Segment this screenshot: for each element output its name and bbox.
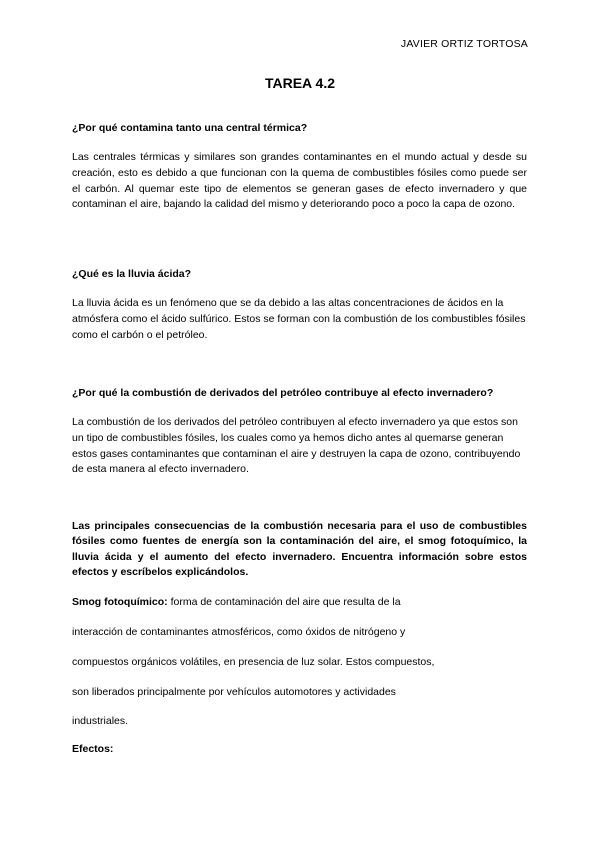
smog-text-1: forma de contaminación del aire que resulta de la xyxy=(167,596,401,608)
question-1: ¿Por qué contamina tanto una central térmica? xyxy=(72,122,308,134)
question-2: ¿Qué es la lluvia ácida? xyxy=(72,268,192,280)
page-title: TAREA 4.2 xyxy=(264,75,335,91)
answer-3: La combustión de los derivados del petróleo contribuyen al efecto invernadero ya que estos son un tipo de combustibles fósiles, los cuales como ya hemos dicho antes al quemarse generan estos gases contaminantes que contaminan el aire y destruyen la capa de ozono, contribuyendo de esta manera al efecto invernadero. xyxy=(72,416,521,476)
smog-line-2: interacción de contaminantes atmosféricos, como óxidos de nitrógeno y xyxy=(72,626,406,638)
answer-2: La lluvia ácida es un fenómeno que se da debido a las altas concentraciones de ácidos en la atmósfera como el ácido sulfúrico. Estos se forman con la combustión de los combustibles fósiles como el carbón o el petróleo. xyxy=(72,297,526,341)
smog-line-1 xyxy=(72,596,527,608)
smog-line-4: son liberados principalmente por vehículos automotores y actividades xyxy=(72,686,396,698)
smog-label: Smog fotoquímico: xyxy=(72,596,168,608)
smog-line-5: industriales. xyxy=(72,715,129,727)
smog-line-3: compuestos orgánicos volátiles, en presencia de luz solar. Estos compuestos, xyxy=(72,656,435,668)
task-statement: Las principales consecuencias de la combustión necesaria para el uso de combustibles fósiles como fuentes de energía son la contaminación del aire, el smog fotoquímico, la lluvia ácida y el aumento del efecto invernadero. Encuentra información sobre estos efectos y escríbelos explicándolos. xyxy=(72,520,527,578)
question-3: ¿Por qué la combustión de derivados del petróleo contribuye al efecto invernadero? xyxy=(72,387,494,399)
effects-heading: Efectos: xyxy=(72,743,114,755)
author-name: JAVIER ORTIZ TORTOSA xyxy=(400,38,528,50)
answer-1: Las centrales térmicas y similares son grandes contaminantes en el mundo actual y desde su creación, esto es debido a que funcionan con la quema de combustibles fósiles como puede ser el carbón. Al quemar este tipo de elementos se generan gases de efecto invernadero y que contaminan el aire, bajando la calidad del mismo y deteriorando poco a poco la capa de ozono. xyxy=(72,151,527,211)
